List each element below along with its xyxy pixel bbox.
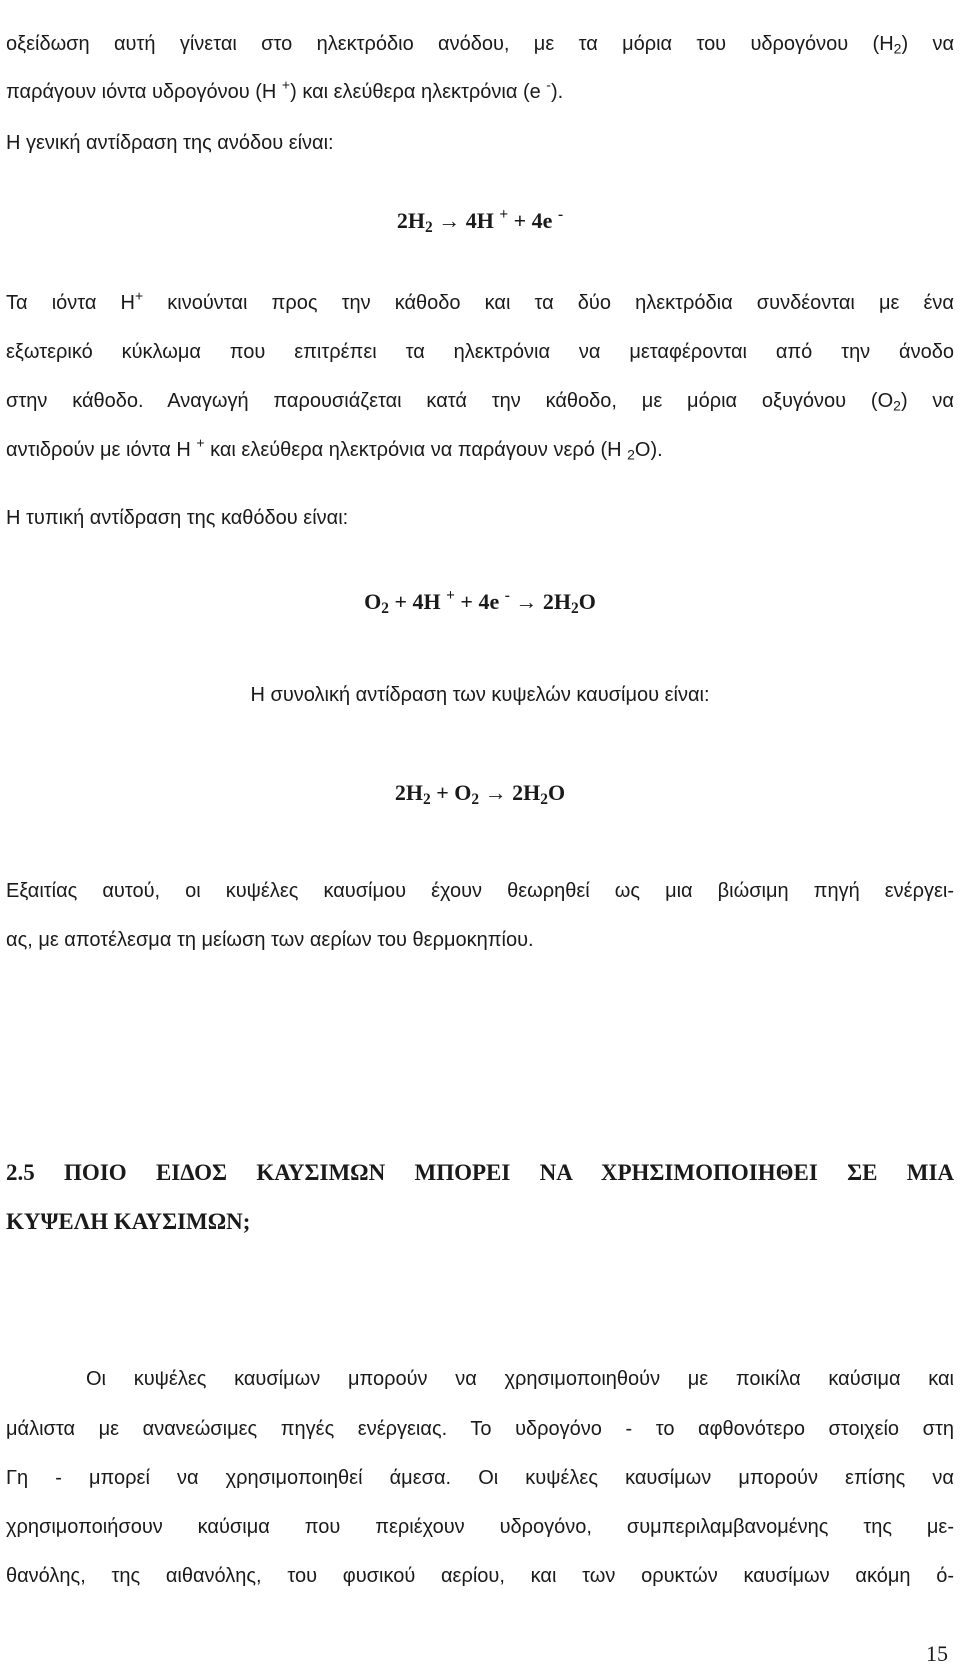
paragraph1-line2 [6, 78, 954, 106]
section-heading-line2: ΚΥΨΕΛΗ ΚΑΥΣΙΜΩΝ; [6, 1209, 251, 1234]
eq-part: → 2H [479, 780, 541, 805]
paragraph3-line1: Εξαιτίας αυτού, οι κυψέλες καυσίμου έχουν θεωρηθεί ως μια βιώσιμη πηγή ενέργει- [6, 880, 954, 902]
superscript: - [557, 205, 564, 223]
paragraph4-line4: χρησιμοποιήσουν καύσιμα που περιέχουν υδρογόνο, συμπεριλαμβανομένης της με- [6, 1516, 954, 1538]
paragraph2-line4 [6, 436, 954, 464]
overall-equation [0, 778, 960, 808]
anode-equation [0, 206, 960, 236]
page-number: 15 [926, 1641, 948, 1666]
paragraph1-line1 [6, 30, 954, 58]
anode-intro: Η γενική αντίδραση της ανόδου είναι: [6, 132, 334, 154]
section-heading-line1: 2.5 ΠΟΙΟ ΕΙΔΟΣ ΚΑΥΣΙΜΩΝ ΜΠΟΡΕΙ ΝΑ ΧΡΗΣΙΜΟΠΟΙΗΘΕΙ ΣΕ ΜΙΑ [6, 1160, 954, 1185]
subscript: 2 [627, 446, 635, 463]
eq-part: + 4H [388, 589, 447, 614]
text: Τα ιόντα Η [6, 292, 135, 314]
eq-part: O [364, 589, 382, 614]
overall-intro: Η συνολική αντίδραση των κυψελών καυσίμου είναι: [250, 684, 710, 706]
subscript: 2 [423, 790, 431, 808]
eq-part: + 4e [454, 589, 505, 614]
text: ) και ελεύθερα ηλεκτρόνια (e [290, 81, 547, 103]
eq-part: → 4H [432, 208, 500, 233]
subscript: 2 [540, 790, 548, 808]
paragraph2-line1 [6, 289, 954, 317]
text: αντιδρούν με ιόντα Η [6, 439, 197, 461]
text: κινούνται προς την κάθοδο και τα δύο ηλεκτρόδια συνδέονται με ένα [143, 292, 954, 314]
eq-part: 2H [394, 780, 424, 805]
subscript: 2 [425, 218, 433, 236]
paragraph2-line2: εξωτερικό κύκλωμα που επιτρέπει τα ηλεκτρόνια να μεταφέρονται από την άνοδο [6, 341, 954, 363]
text: και ελεύθερα ηλεκτρόνια να παράγουν νερό (Η [204, 439, 628, 461]
text: παράγουν ιόντα υδρογόνου (Η [6, 81, 282, 103]
superscript: - [546, 76, 551, 93]
cathode-intro: Η τυπική αντίδραση της καθόδου είναι: [6, 507, 349, 529]
text: ) να [901, 33, 955, 55]
superscript: + [446, 586, 455, 604]
paragraph4-line1: Οι κυψέλες καυσίμων μπορούν να χρησιμοποιηθούν με ποικίλα καύσιμα και [86, 1368, 954, 1390]
superscript: + [499, 205, 509, 223]
eq-part: 2H [396, 208, 426, 233]
text: ) να [900, 390, 954, 412]
subscript: 2 [893, 397, 901, 414]
subscript: 2 [471, 790, 480, 808]
text: ). [550, 81, 564, 103]
subscript: 2 [571, 599, 579, 617]
superscript: + [281, 76, 291, 93]
eq-part: O [547, 780, 566, 805]
paragraph4-line3: Γη - μπορεί να χρησιμοποιηθεί άμεσα. Οι κυψέλες καυσίμων μπορούν επίσης να [6, 1467, 954, 1489]
paragraph3-line2: ας, με αποτέλεσμα τη μείωση των αερίων του θερμοκηπίου. [6, 929, 534, 951]
superscript: - [504, 586, 510, 604]
subscript: 2 [381, 599, 389, 617]
superscript: + [135, 287, 144, 304]
eq-part: + 4e [508, 208, 558, 233]
eq-part: → 2H [509, 589, 571, 614]
paragraph2-line3 [6, 387, 954, 415]
subscript: 2 [893, 40, 902, 57]
text: οξείδωση αυτή γίνεται στο ηλεκτρόδιο ανόδου, με τα μόρια του υδρογόνου (Η [6, 33, 894, 55]
paragraph4-line5: θανόλης, της αιθανόλης, του φυσικού αερίου, και των ορυκτών καυσίμων ακόμη ό- [6, 1565, 954, 1587]
cathode-equation [0, 587, 960, 617]
eq-part: + O [430, 780, 472, 805]
superscript: + [196, 434, 205, 451]
paragraph4-line2: μάλιστα με ανανεώσιμες πηγές ενέργειας. Το υδρογόνο - το αφθονότερο στοιχείο στη [6, 1418, 954, 1440]
eq-part: O [578, 589, 596, 614]
text: στην κάθοδο. Αναγωγή παρουσιάζεται κατά την κάθοδο, με μόρια οξυγόνου (Ο [6, 390, 894, 412]
text: Ο). [634, 439, 663, 461]
